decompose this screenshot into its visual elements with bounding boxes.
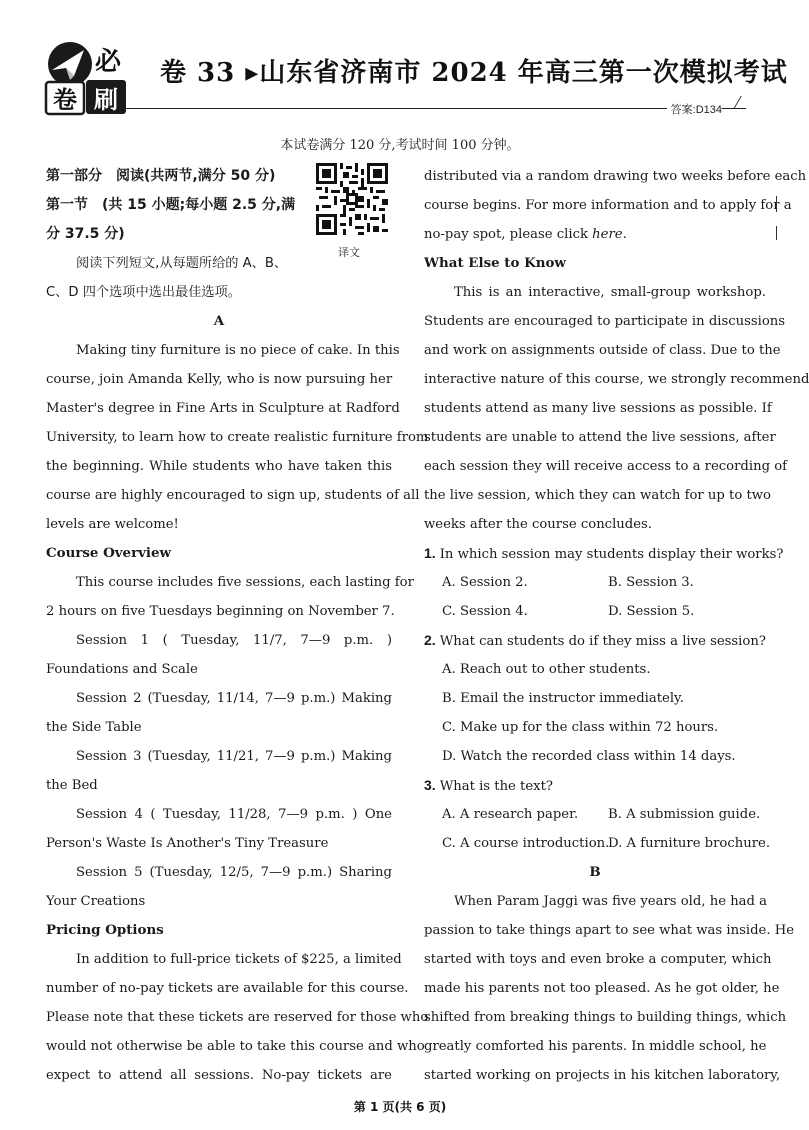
question-2-number: 2.	[424, 632, 436, 648]
answer-code: 答案:D134	[667, 101, 726, 117]
exam-note: 本试卷满分 120 分,考试时间 100 分钟。	[280, 138, 520, 153]
passage-a-line: course, join Amanda Kelly, who is now pursuing her	[46, 372, 393, 387]
what-else-heading: What Else to Know	[424, 255, 566, 271]
question-2-stem	[424, 626, 766, 655]
margin-mark	[776, 226, 777, 240]
question-1-option-c[interactable]: C. Session 4.	[442, 604, 528, 619]
question-1-text: In which session may students display their works?	[439, 547, 784, 562]
what-else-line: each session they will receive access to a recording of	[424, 459, 788, 474]
page-footer: 第 1 页(共 6 页)	[353, 1100, 447, 1114]
passage-a-line: course are highly encouraged to sign up, students of all	[46, 488, 420, 503]
session-3-line-2: the Bed	[46, 778, 98, 793]
question-3-option-a[interactable]: A. A research paper.	[442, 807, 579, 822]
passage-label-a: A	[213, 313, 225, 329]
part-title: 第一部分 阅读(共两节,满分 50 分)	[46, 168, 276, 184]
passage-b-line: started with toys and even broke a computer, which	[424, 952, 772, 967]
question-2-option-a[interactable]: A. Reach out to other students.	[442, 662, 651, 677]
pricing-cont-line: course begins. For more information and to apply for a	[424, 198, 792, 213]
what-else-line: weeks after the course concludes.	[424, 517, 652, 532]
section-title-line-2: 分 37.5 分)	[46, 226, 125, 242]
instruction-line-1: 阅读下列短文,从每题所给的 A、B、	[76, 256, 288, 271]
question-2-option-row	[424, 713, 766, 742]
question-3-number: 3.	[424, 777, 436, 793]
session-3-line-1: Session 3 (Tuesday, 11/21, 7—9 p.m.) Making	[76, 749, 392, 764]
session-2-line-2: the Side Table	[46, 720, 142, 735]
passage-a-line: Master's degree in Fine Arts in Sculpture at Radford	[46, 401, 400, 416]
pricing-line: would not otherwise be able to take this course and who	[46, 1039, 425, 1054]
pricing-cont-line: distributed via a random drawing two weeks before each	[424, 169, 807, 184]
pricing-last-prefix: no-pay spot, please click	[424, 227, 593, 242]
question-2-option-row	[424, 684, 766, 713]
pricing-last-suffix: .	[622, 227, 627, 242]
pricing-options-heading: Pricing Options	[46, 922, 164, 938]
question-3-option-b[interactable]: B. A submission guide.	[608, 807, 761, 822]
instruction-line-2: C、D 四个选项中选出最佳选项。	[46, 285, 241, 300]
passage-b-line: shifted from breaking things to building things, which	[424, 1010, 787, 1025]
question-1-option-d[interactable]: D. Session 5.	[608, 604, 695, 619]
what-else-line: students are unable to attend the live sessions, after	[424, 430, 776, 445]
question-1-stem	[424, 539, 784, 568]
passage-b-line: passion to take things apart to see what was inside. He	[424, 923, 795, 938]
question-1-options-row	[424, 568, 766, 597]
what-else-line: and work on assignments outside of class. Due to the	[424, 343, 781, 358]
overview-line: 2 hours on five Tuesdays beginning on November 7.	[46, 604, 395, 619]
question-2-option-c[interactable]: C. Make up for the class within 72 hours.	[442, 720, 719, 735]
pricing-last-line	[424, 220, 766, 249]
question-2-option-d[interactable]: D. Watch the recorded class within 14 days.	[442, 749, 736, 764]
header-rule	[118, 108, 746, 109]
question-3-option-d[interactable]: D. A furniture brochure.	[608, 836, 771, 851]
margin-mark	[776, 196, 777, 212]
session-1-line-1: Session 1 ( Tuesday, 11/7, 7—9 p.m. )	[76, 633, 392, 648]
passage-a-line: Making tiny furniture is no piece of cake. In this	[76, 343, 400, 358]
question-3-stem	[424, 771, 766, 800]
session-4-line-1: Session 4 ( Tuesday, 11/28, 7—9 p.m. ) One	[76, 807, 392, 822]
question-2-option-b[interactable]: B. Email the instructor immediately.	[442, 691, 684, 706]
logo-char-top: 必	[94, 47, 122, 77]
session-5-line-2: Your Creations	[46, 894, 146, 909]
what-else-line: Students are encouraged to participate in discussions	[424, 314, 786, 329]
exam-title: 卷 33 ▸山东省济南市 2024 年高三第一次模拟考试	[160, 58, 788, 88]
passage-a-line: University, to learn how to create realistic furniture from	[46, 430, 429, 445]
logo-char-left: 卷	[53, 86, 77, 114]
passage-a-line: levels are welcome!	[46, 517, 179, 532]
left-column	[46, 162, 429, 1090]
question-1-options-row	[424, 597, 766, 626]
question-2-option-row	[424, 742, 766, 771]
session-4-line-2: Person's Waste Is Another's Tiny Treasure	[46, 836, 329, 851]
passage-b-line: When Param Jaggi was five years old, he had a	[454, 894, 768, 909]
question-1-option-a[interactable]: A. Session 2.	[442, 575, 528, 590]
logo-char-right: 刷	[94, 86, 118, 114]
here-link[interactable]: here	[592, 227, 623, 242]
session-2-line-1: Session 2 (Tuesday, 11/14, 7—9 p.m.) Making	[76, 691, 392, 706]
passage-b-line: started working on projects in his kitchen laboratory,	[424, 1068, 781, 1083]
passage-label-b: B	[589, 864, 601, 880]
overview-line: This course includes five sessions, each lasting for	[76, 575, 414, 590]
question-2-text: What can students do if they miss a live session?	[439, 634, 766, 649]
publisher-logo	[44, 40, 130, 116]
qr-label: 译文	[338, 246, 360, 259]
pricing-line: Please note that these tickets are reserved for those who	[46, 1010, 429, 1025]
right-column	[424, 162, 809, 1090]
passage-b-line: greatly comforted his parents. In middle school, he	[424, 1039, 767, 1054]
pricing-line: In addition to full-price tickets of $225, a limited	[76, 952, 402, 967]
what-else-line: This is an interactive, small-group workshop.	[454, 285, 766, 300]
question-3-options-row	[424, 829, 771, 858]
what-else-line: the live session, which they can watch for up to two	[424, 488, 771, 503]
course-overview-heading: Course Overview	[46, 545, 172, 561]
question-1-number: 1.	[424, 545, 436, 561]
question-2-option-row	[424, 655, 766, 684]
question-3-option-c[interactable]: C. A course introduction.	[442, 836, 610, 851]
what-else-line: students attend as many live sessions as possible. If	[424, 401, 772, 416]
pricing-line: expect to attend all sessions. No-pay tickets are	[46, 1068, 392, 1083]
question-3-text: What is the text?	[439, 779, 553, 794]
passage-a-line: the beginning. While students who have taken this	[46, 459, 392, 474]
question-3-options-row	[424, 800, 766, 829]
question-1-option-b[interactable]: B. Session 3.	[608, 575, 694, 590]
what-else-line: interactive nature of this course, we strongly recommend	[424, 372, 809, 387]
section-title-line-1: 第一节 (共 15 小题;每小题 2.5 分,满	[46, 197, 296, 213]
pricing-line: number of no-pay tickets are available for this course.	[46, 981, 409, 996]
session-1-line-2: Foundations and Scale	[46, 662, 198, 677]
session-5-line-1: Session 5 (Tuesday, 12/5, 7—9 p.m.) Sharing	[76, 865, 392, 880]
passage-b-line: made his parents not too pleased. As he got older, he	[424, 981, 780, 996]
